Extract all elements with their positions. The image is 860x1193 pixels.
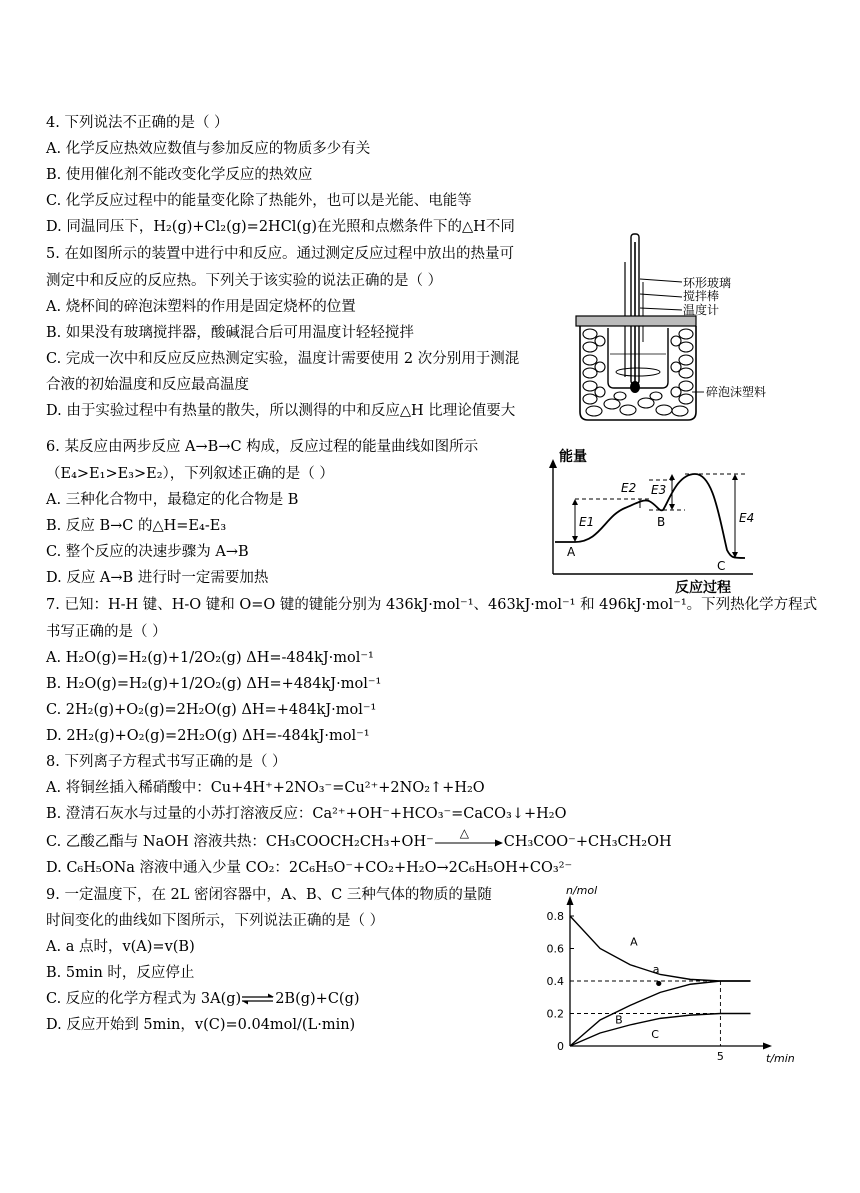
series-line-C: [570, 1014, 751, 1047]
q5-option-c-line1: C. 完成一次中和反应反应热测定实验，温度计需要使用 2 次分别用于测混: [46, 351, 520, 367]
energy-profile-figure: [545, 446, 760, 594]
chart-labels: [547, 884, 795, 1065]
y-axis-arrow: [567, 896, 574, 905]
q9-option-b: B. 5min 时，反应停止: [46, 965, 195, 981]
process-axis-label: 反应过程: [675, 580, 731, 596]
q6-stem-line1: 6. 某反应由两步反应 A→B→C 构成，反应过程的能量曲线如图所示: [46, 439, 479, 455]
chart-axes: [567, 896, 773, 1050]
series-line-A: [570, 916, 751, 981]
q6-option-b: B. 反应 B→C 的△H=E₄-E₃: [46, 518, 227, 534]
y-tick-label: 0.4: [546, 975, 564, 988]
q5-option-c-line2: 合液的初始温度和反应最高温度: [46, 377, 249, 393]
q6-option-d: D. 反应 A→B 进行时一定需要加热: [46, 570, 269, 586]
q4-stem: 4. 下列说法不正确的是（ ）: [46, 115, 229, 131]
y-tick-label: 0: [557, 1040, 564, 1053]
y-tick-label: 0.8: [546, 910, 564, 923]
e4-label: E4: [739, 511, 755, 525]
q9-stem-line2: 时间变化的曲线如下图所示，下列说法正确的是（ ）: [46, 913, 385, 929]
q9-option-c: [46, 989, 360, 1009]
q6-option-c: C. 整个反应的决速步骤为 A→B: [46, 544, 249, 560]
mole-time-chart: [540, 882, 795, 1065]
chart-series: [570, 916, 751, 1046]
q5-stem-line2: 测定中和反应的反应热。下列关于该实验的说法正确的是（ ）: [46, 273, 443, 289]
q5-option-a: A. 烧杯间的碎泡沫塑料的作用是固定烧杯的位置: [46, 299, 356, 315]
q7-option-a: A. H₂O(g)=H₂(g)+1/2O₂(g) ΔH=-484kJ·mol⁻¹: [46, 650, 374, 666]
y-tick-label: 0.2: [546, 1007, 564, 1021]
q8-option-a: A. 将铜丝插入稀硝酸中：Cu+4H⁺+2NO₃⁻=Cu²⁺+2NO₂↑+H₂O: [46, 780, 485, 796]
q9-option-c-right: 2B(g)+C(g): [275, 991, 360, 1007]
q9-option-c-left: C. 反应的化学方程式为 3A(g): [46, 991, 242, 1007]
q4-option-c: C. 化学反应过程中的能量变化除了热能外，也可以是光能、电能等: [46, 193, 472, 209]
stirrer-label-1: 环形玻璃: [683, 276, 732, 290]
heat-condition: △: [459, 826, 469, 840]
series-label-A: A: [630, 935, 638, 949]
q5-option-b: B. 如果没有玻璃搅拌器，酸碱混合后可用温度计轻轻搅拌: [46, 325, 414, 341]
q8-option-c-products: CH₃COO⁻+CH₃CH₂OH: [503, 834, 672, 850]
q8-option-b: B. 澄清石灰水与过量的小苏打溶液反应：Ca²⁺+OH⁻+HCO₃⁻=CaCO₃↓+H₂O: [46, 806, 567, 822]
x-axis-label: t/min: [766, 1052, 795, 1065]
q9-option-a: A. a 点时，v(A)=v(B): [46, 939, 195, 955]
q8-option-d: D. C₆H₅ONa 溶液中通入少量 CO₂：2C₆H₅O⁻+CO₂+H₂O→2C₆H₅OH+CO₃²⁻: [46, 860, 573, 876]
point-b-label: B: [657, 515, 666, 529]
q4-option-d: D. 同温同压下，H₂(g)+Cl₂(g)=2HCl(g)在光照和点燃条件下的△H不同: [46, 219, 515, 235]
q7-option-d: D. 2H₂(g)+O₂(g)=2H₂O(g) ΔH=-484kJ·mol⁻¹: [46, 728, 370, 744]
q8-option-c-reactants: C. 乙酸乙酯与 NaOH 溶液共热：CH₃COOCH₂CH₃+OH⁻: [46, 834, 434, 850]
q8-option-c: [46, 826, 672, 852]
energy-axis-label: 能量: [559, 449, 587, 465]
q6-option-a: A. 三种化合物中，最稳定的化合物是 B: [46, 492, 299, 508]
q5-stem-line1: 5. 在如图所示的装置中进行中和反应。通过测定反应过程中放出的热量可: [46, 246, 514, 262]
q5-option-d: D. 由于实验过程中有热量的散失，所以测得的中和反应△H 比理论值要大: [46, 403, 516, 419]
e2-label: E2: [621, 481, 637, 495]
calorimeter-figure: [570, 232, 780, 427]
q7-stem-line2: 书写正确的是（ ）: [46, 624, 167, 640]
e1-label: E1: [579, 515, 595, 529]
q4-option-b: B. 使用催化剂不能改变化学反应的热效应: [46, 167, 313, 183]
y-tick-label: 0.6: [546, 942, 564, 956]
q7-stem-line1: 7. 已知：H-H 键、H-O 键和 O=O 键的键能分别为 436kJ·mol⁻¹、463kJ·mol⁻¹ 和 496kJ·mol⁻¹。下列热化学方程式: [46, 597, 818, 613]
series-label-C: C: [651, 1027, 659, 1041]
e3-label: E3: [651, 483, 667, 497]
foam-label: 碎泡沫塑料: [706, 385, 767, 399]
thermometer-label: 温度计: [683, 303, 720, 317]
q4-option-a: A. 化学反应热效应数值与参加反应的物质多少有关: [46, 141, 371, 157]
heat-arrow: [434, 826, 504, 849]
q9-stem-line1: 9. 一定温度下，在 2L 密闭容器中，A、B、C 三种气体的物质的量随: [46, 887, 492, 903]
q6-stem-line2: （E₄>E₁>E₃>E₂），下列叙述正确的是（ ）: [46, 466, 334, 482]
q7-option-b: B. H₂O(g)=H₂(g)+1/2O₂(g) ΔH=+484kJ·mol⁻¹: [46, 676, 382, 692]
q7-option-c: C. 2H₂(g)+O₂(g)=2H₂O(g) ΔH=+484kJ·mol⁻¹: [46, 702, 377, 718]
y-axis-label: n/mol: [566, 884, 598, 897]
equilibrium-arrow-icon: [241, 993, 275, 1005]
q8-stem: 8. 下列离子方程式书写正确的是（ ）: [46, 754, 287, 770]
series-label-B: B: [615, 1013, 623, 1027]
q9-option-d: D. 反应开始到 5min，v(C)=0.04mol/(L·min): [46, 1017, 356, 1033]
point-c-label: C: [717, 559, 726, 573]
point-a-label: a: [652, 962, 660, 976]
point-a-label: A: [567, 545, 576, 559]
point-a: [656, 981, 661, 986]
x-tick-label: 5: [716, 1050, 724, 1063]
stirrer-label-2: 搅拌棒: [683, 289, 720, 303]
x-axis-arrow: [763, 1043, 772, 1050]
